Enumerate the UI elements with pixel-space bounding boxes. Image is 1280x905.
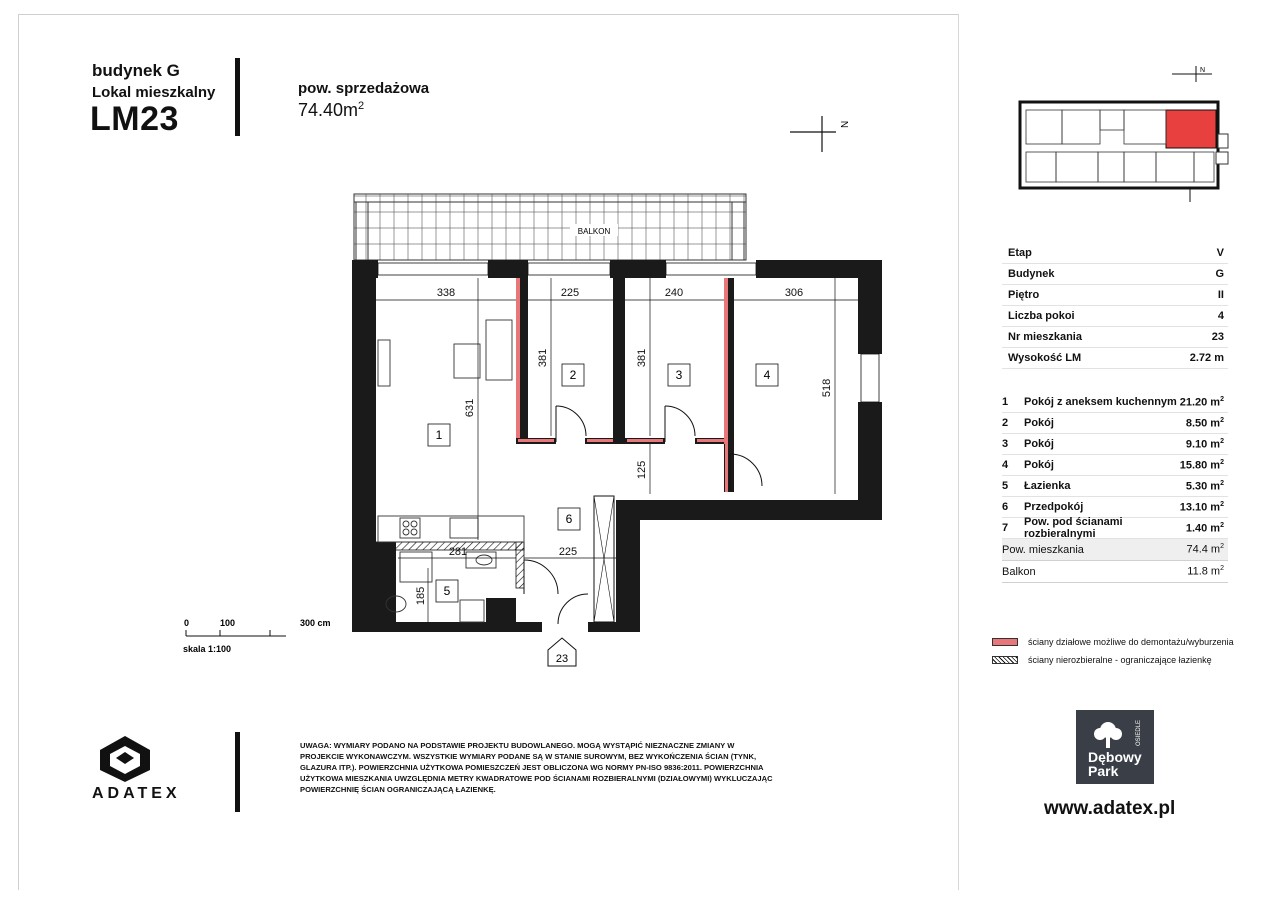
- rooms-table: [1002, 392, 1228, 583]
- info-row-wysokosc: [1002, 348, 1228, 369]
- disclaimer-note: UWAGA: WYMIARY PODANO NA PODSTAWIE PROJEKTU BUDOWLANEGO. MOGĄ WYSTĄPIĆ NIEZNACZNE ZMIANY W PROJEKCIE WYKONAWCZYM. WSZYSTKIE WYMIARY PODANE SĄ W STANIE SUROWYM, BEZ WYKOŃCZENIA ŚCIAN (TYNK, GLAZURA ITP.). POWIERZCHNIA UŻYTKOWA POMIESZCZEŃ JEST OBLICZONA WG NORMY PN-ISO 9836:2011. POWIERZCHNIA UŻYTKOWA MIESZKANIA UWZGLĘDNIA METRY KWADRATOWE POD ŚCIANAMI ROZBIERALNYMI (DZIAŁOWYMI) WYKLUCZAJĄC POWIERZCHNIĘ ŚCIAN OGRANICZAJĄCĄ ŁAZIENKĘ.: [300, 741, 773, 794]
- info-label: Nr mieszkania: [1008, 331, 1082, 343]
- balcony: [354, 194, 746, 260]
- room-row: [1002, 476, 1228, 497]
- dim-631: 631: [464, 398, 476, 418]
- scale-bar: [183, 618, 331, 654]
- room-area: [1186, 417, 1224, 430]
- info-value: 2.72 m: [1189, 352, 1224, 364]
- summary-value-text: 11.8 m: [1187, 565, 1221, 578]
- room-area-value: 9.10 m: [1185, 438, 1221, 451]
- legend-text: ściany działowe możliwe do demontażu/wyburzenia: [1028, 637, 1234, 647]
- dim-281: 281: [448, 546, 468, 558]
- room-num: 4: [1002, 459, 1009, 471]
- room-area-sup: 2: [1220, 416, 1224, 424]
- adatex-logo-icon: [92, 734, 158, 784]
- key-north-label: N: [1200, 67, 1206, 74]
- summary-label: Pow. mieszkania: [1002, 543, 1084, 556]
- balcony-label: BALKON: [577, 227, 611, 236]
- room-num: 6: [1002, 501, 1009, 513]
- room-area-sup: 2: [1220, 395, 1224, 403]
- info-label: Wysokość LM: [1008, 352, 1082, 364]
- room-area-value: 21.20 m: [1179, 396, 1221, 409]
- company-name: ADATEX: [92, 785, 181, 802]
- room-label-4: 4: [763, 368, 771, 382]
- footer-divider: [235, 732, 240, 812]
- north-label: N: [840, 120, 851, 128]
- info-value: V: [1216, 247, 1224, 259]
- room-area: [1186, 438, 1224, 451]
- info-row-etap: [1002, 243, 1228, 264]
- summary-row-total: [1002, 539, 1228, 561]
- legend-fixed: [992, 655, 1212, 665]
- room-area-value: 13.10 m: [1179, 501, 1221, 514]
- info-value: G: [1215, 268, 1224, 280]
- unit-type: Lokal mieszkalny: [92, 84, 216, 101]
- room-name: Przedpokój: [1024, 501, 1084, 513]
- area-unit-sup: 2: [358, 100, 365, 112]
- info-row-pietro: [1002, 285, 1228, 306]
- room-area: [1180, 396, 1224, 409]
- scale-tick-0: 0: [184, 618, 190, 628]
- room-label-5: 5: [443, 584, 451, 598]
- room-label-2: 2: [569, 368, 577, 382]
- room-row: [1002, 497, 1228, 518]
- side-divider: [958, 14, 959, 890]
- room-area: [1186, 522, 1224, 535]
- dim-185: 185: [415, 586, 427, 606]
- north-arrow-icon: [788, 110, 858, 155]
- summary-value-text: 74.4 m: [1186, 543, 1221, 556]
- room-label-3: 3: [675, 368, 683, 382]
- scale-label: skala 1:100: [183, 644, 232, 654]
- furniture: [378, 320, 524, 622]
- room-row: [1002, 392, 1228, 413]
- room-area-sup: 2: [1220, 437, 1224, 445]
- summary-row-balcony: [1002, 561, 1228, 583]
- interior-walls: [366, 278, 734, 622]
- room-label-1: 1: [435, 428, 443, 442]
- info-label: Etap: [1008, 247, 1032, 259]
- room-area: [1180, 501, 1224, 514]
- info-row-budynek: [1002, 264, 1228, 285]
- room-num: 1: [1002, 396, 1009, 408]
- removable-wall-swatch: [992, 638, 1018, 646]
- website-url[interactable]: www.adatex.pl: [1044, 798, 1176, 819]
- room-row: [1002, 518, 1228, 539]
- room-area-sup: 2: [1220, 500, 1224, 508]
- header-divider: [235, 58, 240, 136]
- room-area: [1186, 480, 1224, 493]
- dim-306: 306: [784, 287, 804, 299]
- legend-text: ściany nierozbieralne - ograniczające łazienkę: [1028, 655, 1212, 665]
- info-row-nr-mieszkania: [1002, 327, 1228, 348]
- room-area-value: 5.30 m: [1185, 480, 1221, 493]
- summary-value: [1186, 543, 1224, 556]
- entrance-number: 23: [555, 653, 569, 665]
- info-label: Liczba pokoi: [1008, 310, 1075, 322]
- room-area-value: 15.80 m: [1179, 459, 1221, 472]
- info-value: 4: [1217, 310, 1224, 322]
- estate-line2: Park: [1088, 763, 1119, 779]
- area-value: [298, 100, 364, 121]
- estate-line1: Dębowy: [1088, 749, 1142, 765]
- room-row: [1002, 434, 1228, 455]
- room-name: Pokój z aneksem kuchennym: [1024, 396, 1177, 408]
- room-label-6: 6: [565, 512, 573, 526]
- legend-removable: [992, 637, 1234, 647]
- info-value: II: [1217, 289, 1224, 301]
- windows: [378, 263, 879, 402]
- room-area-sup: 2: [1220, 458, 1224, 466]
- room-num: 7: [1002, 522, 1009, 534]
- dim-240: 240: [664, 287, 684, 299]
- room-area: [1180, 459, 1224, 472]
- room-num: 5: [1002, 480, 1009, 492]
- dim-381-b: 381: [636, 348, 648, 368]
- summary-sup: 2: [1220, 543, 1224, 551]
- fixed-wall-swatch: [992, 656, 1018, 664]
- room-area-sup: 2: [1220, 479, 1224, 487]
- info-row-liczba-pokoi: [1002, 306, 1228, 327]
- room-area-value: 1.40 m: [1185, 522, 1221, 535]
- room-row: [1002, 455, 1228, 476]
- info-label: Piętro: [1008, 289, 1040, 301]
- key-plan: [1012, 64, 1234, 206]
- room-name: Łazienka: [1024, 480, 1071, 492]
- unit-code: LM23: [90, 100, 179, 138]
- info-table: [1002, 243, 1228, 369]
- scale-tick-100: 100: [220, 618, 236, 628]
- dim-381-a: 381: [537, 348, 549, 368]
- summary-sup: 2: [1220, 565, 1224, 573]
- floor-plan: [170, 180, 890, 680]
- room-area-value: 8.50 m: [1185, 417, 1221, 430]
- dim-225-b: 225: [558, 546, 578, 558]
- area-label: pow. sprzedażowa: [298, 80, 430, 97]
- room-name: Pow. pod ścianami rozbieralnymi: [1024, 516, 1123, 540]
- info-value: 23: [1211, 331, 1224, 343]
- dim-125: 125: [636, 460, 648, 480]
- scale-tick-300: 300 cm: [300, 618, 331, 628]
- tree-icon: [1076, 710, 1154, 784]
- summary-label: Balkon: [1002, 565, 1036, 578]
- room-name: Pokój: [1024, 459, 1054, 471]
- room-area-sup: 2: [1220, 521, 1224, 529]
- area-value-text: 74.40m: [298, 100, 359, 120]
- room-name: Pokój: [1024, 438, 1054, 450]
- estate-logo: [1076, 710, 1154, 784]
- room-name: Pokój: [1024, 417, 1054, 429]
- dim-338: 338: [436, 287, 456, 299]
- estate-small: OSIEDLE: [1136, 719, 1142, 746]
- entrance-marker: [548, 638, 576, 666]
- dim-225-a: 225: [560, 287, 580, 299]
- building-title: budynek G: [92, 61, 180, 80]
- room-num: 3: [1002, 438, 1009, 450]
- info-label: Budynek: [1008, 268, 1055, 280]
- room-row: [1002, 413, 1228, 434]
- summary-value: [1187, 565, 1224, 578]
- dim-518: 518: [821, 378, 833, 398]
- room-num: 2: [1002, 417, 1009, 429]
